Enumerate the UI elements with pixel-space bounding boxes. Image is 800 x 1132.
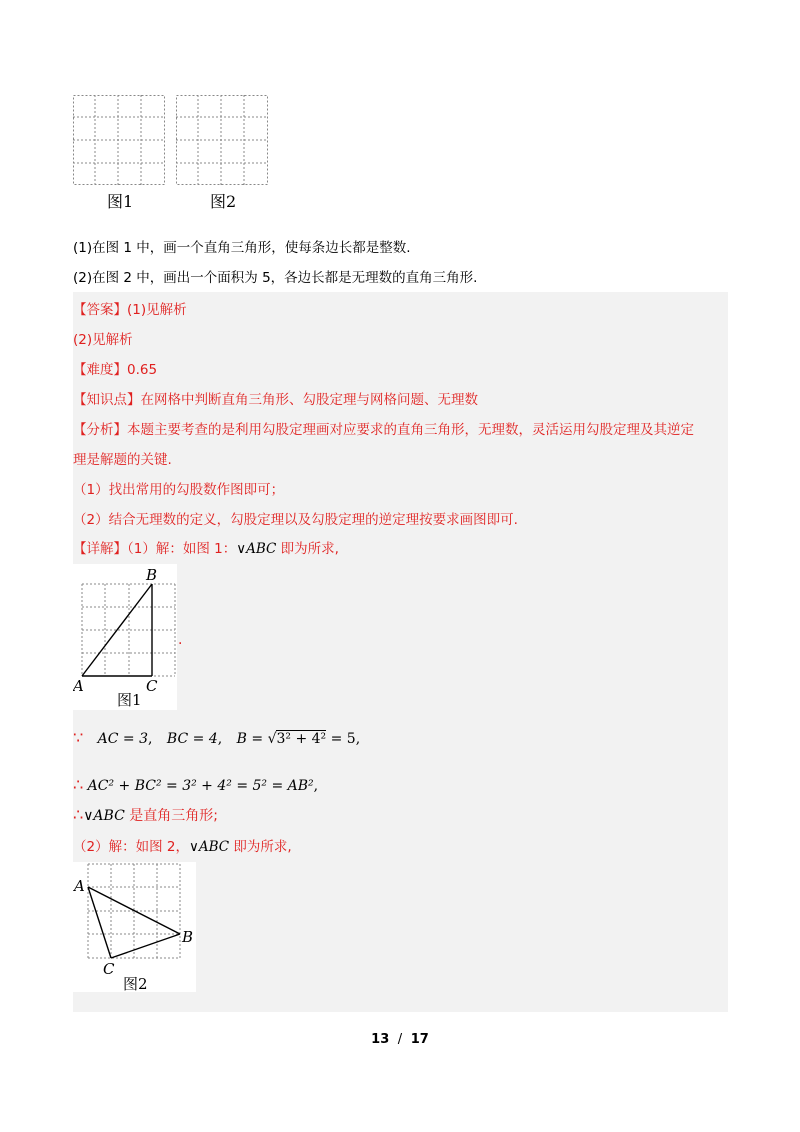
part2-suffix: 即为所求, xyxy=(229,839,292,855)
because-symbol: ∵ xyxy=(73,728,84,747)
fig1-caption-solution: 图1 xyxy=(117,691,142,709)
detail-triangle: ∨ABC xyxy=(236,541,277,557)
eq-b-suffix: = 5 xyxy=(326,731,356,747)
conclusion-triangle: ∨ABC xyxy=(83,808,125,824)
fig1-label-A: A xyxy=(73,677,84,695)
page-total: 17 xyxy=(410,1032,429,1047)
part2-triangle: ∨ABC xyxy=(188,839,230,855)
question-1: (1)在图 1 中，画一个直角三角形，使每条边长都是整数. xyxy=(73,240,411,256)
eq-b-prefix: B = xyxy=(236,731,268,747)
detail-prefix: 【详解】（1）解：如图 1： xyxy=(73,541,237,557)
eq-ac: AC = 3 xyxy=(97,731,149,747)
detail-suffix: 即为所求, xyxy=(276,541,339,557)
answer-2: (2)见解析 xyxy=(73,332,133,348)
analysis-line-1: 【分析】本题主要考查的是利用勾股定理画对应要求的直角三角形，无理数，灵活运用勾股定理及其逆定 xyxy=(73,422,694,438)
fig2-label-B: B xyxy=(182,928,194,946)
part2-prefix: （2）解：如图 2， xyxy=(73,839,189,855)
page-current: 13 xyxy=(371,1032,390,1047)
difficulty: 【难度】0.65 xyxy=(73,362,158,378)
equation-line-1: ∵ AC = 3, BC = 4, B = √3² + 4² = 5, xyxy=(73,728,361,747)
eq-sqrt-body: 3² + 4² xyxy=(276,731,327,747)
step-1: （1）找出常用的勾股数作图即可； xyxy=(73,482,285,498)
conclusion-text: 是直角三角形; xyxy=(124,808,218,824)
page-number xyxy=(0,1032,800,1047)
fig1-label-C: C xyxy=(146,677,158,695)
page-separator: / xyxy=(397,1032,403,1047)
fig2-label-C: C xyxy=(103,960,115,978)
fig1-trailing-dot: . xyxy=(178,632,183,648)
fig1-label-B: B xyxy=(146,566,158,584)
solution-figure-2 xyxy=(73,862,196,992)
conclusion-line: ∴∨ABC 是直角三角形; xyxy=(73,805,218,824)
step-2: （2）结合无理数的定义，勾股定理以及勾股定理的逆定理按要求画图即可. xyxy=(73,512,518,528)
therefore-symbol: ∴ xyxy=(73,775,84,794)
solution-figure-1 xyxy=(73,564,183,710)
eq-pythagoras: AC² + BC² = 3² + 4² = 5² = AB² xyxy=(87,778,314,794)
eq-bc: BC = 4 xyxy=(166,731,218,747)
question-2: (2)在图 2 中，画出一个面积为 5，各边长都是无理数的直角三角形. xyxy=(73,270,478,286)
part2-line xyxy=(73,835,292,855)
detail-line xyxy=(73,537,339,557)
fig2-caption-solution: 图2 xyxy=(123,975,148,992)
equation-line-2: ∴ AC² + BC² = 3² + 4² = 5² = AB², xyxy=(73,775,319,794)
knowledge-points: 【知识点】在网格中判断直角三角形、勾股定理与网格问题、无理数 xyxy=(73,392,478,408)
analysis-line-2: 理是解题的关键. xyxy=(73,452,172,468)
top-grid-figure-2 xyxy=(176,95,270,190)
fig2-label-A: A xyxy=(74,877,85,895)
top-grid-figure-1 xyxy=(73,95,167,190)
fig2-caption: 图2 xyxy=(210,192,237,211)
fig1-caption: 图1 xyxy=(107,192,134,211)
answer-label: 【答案】(1)见解析 xyxy=(73,302,187,318)
